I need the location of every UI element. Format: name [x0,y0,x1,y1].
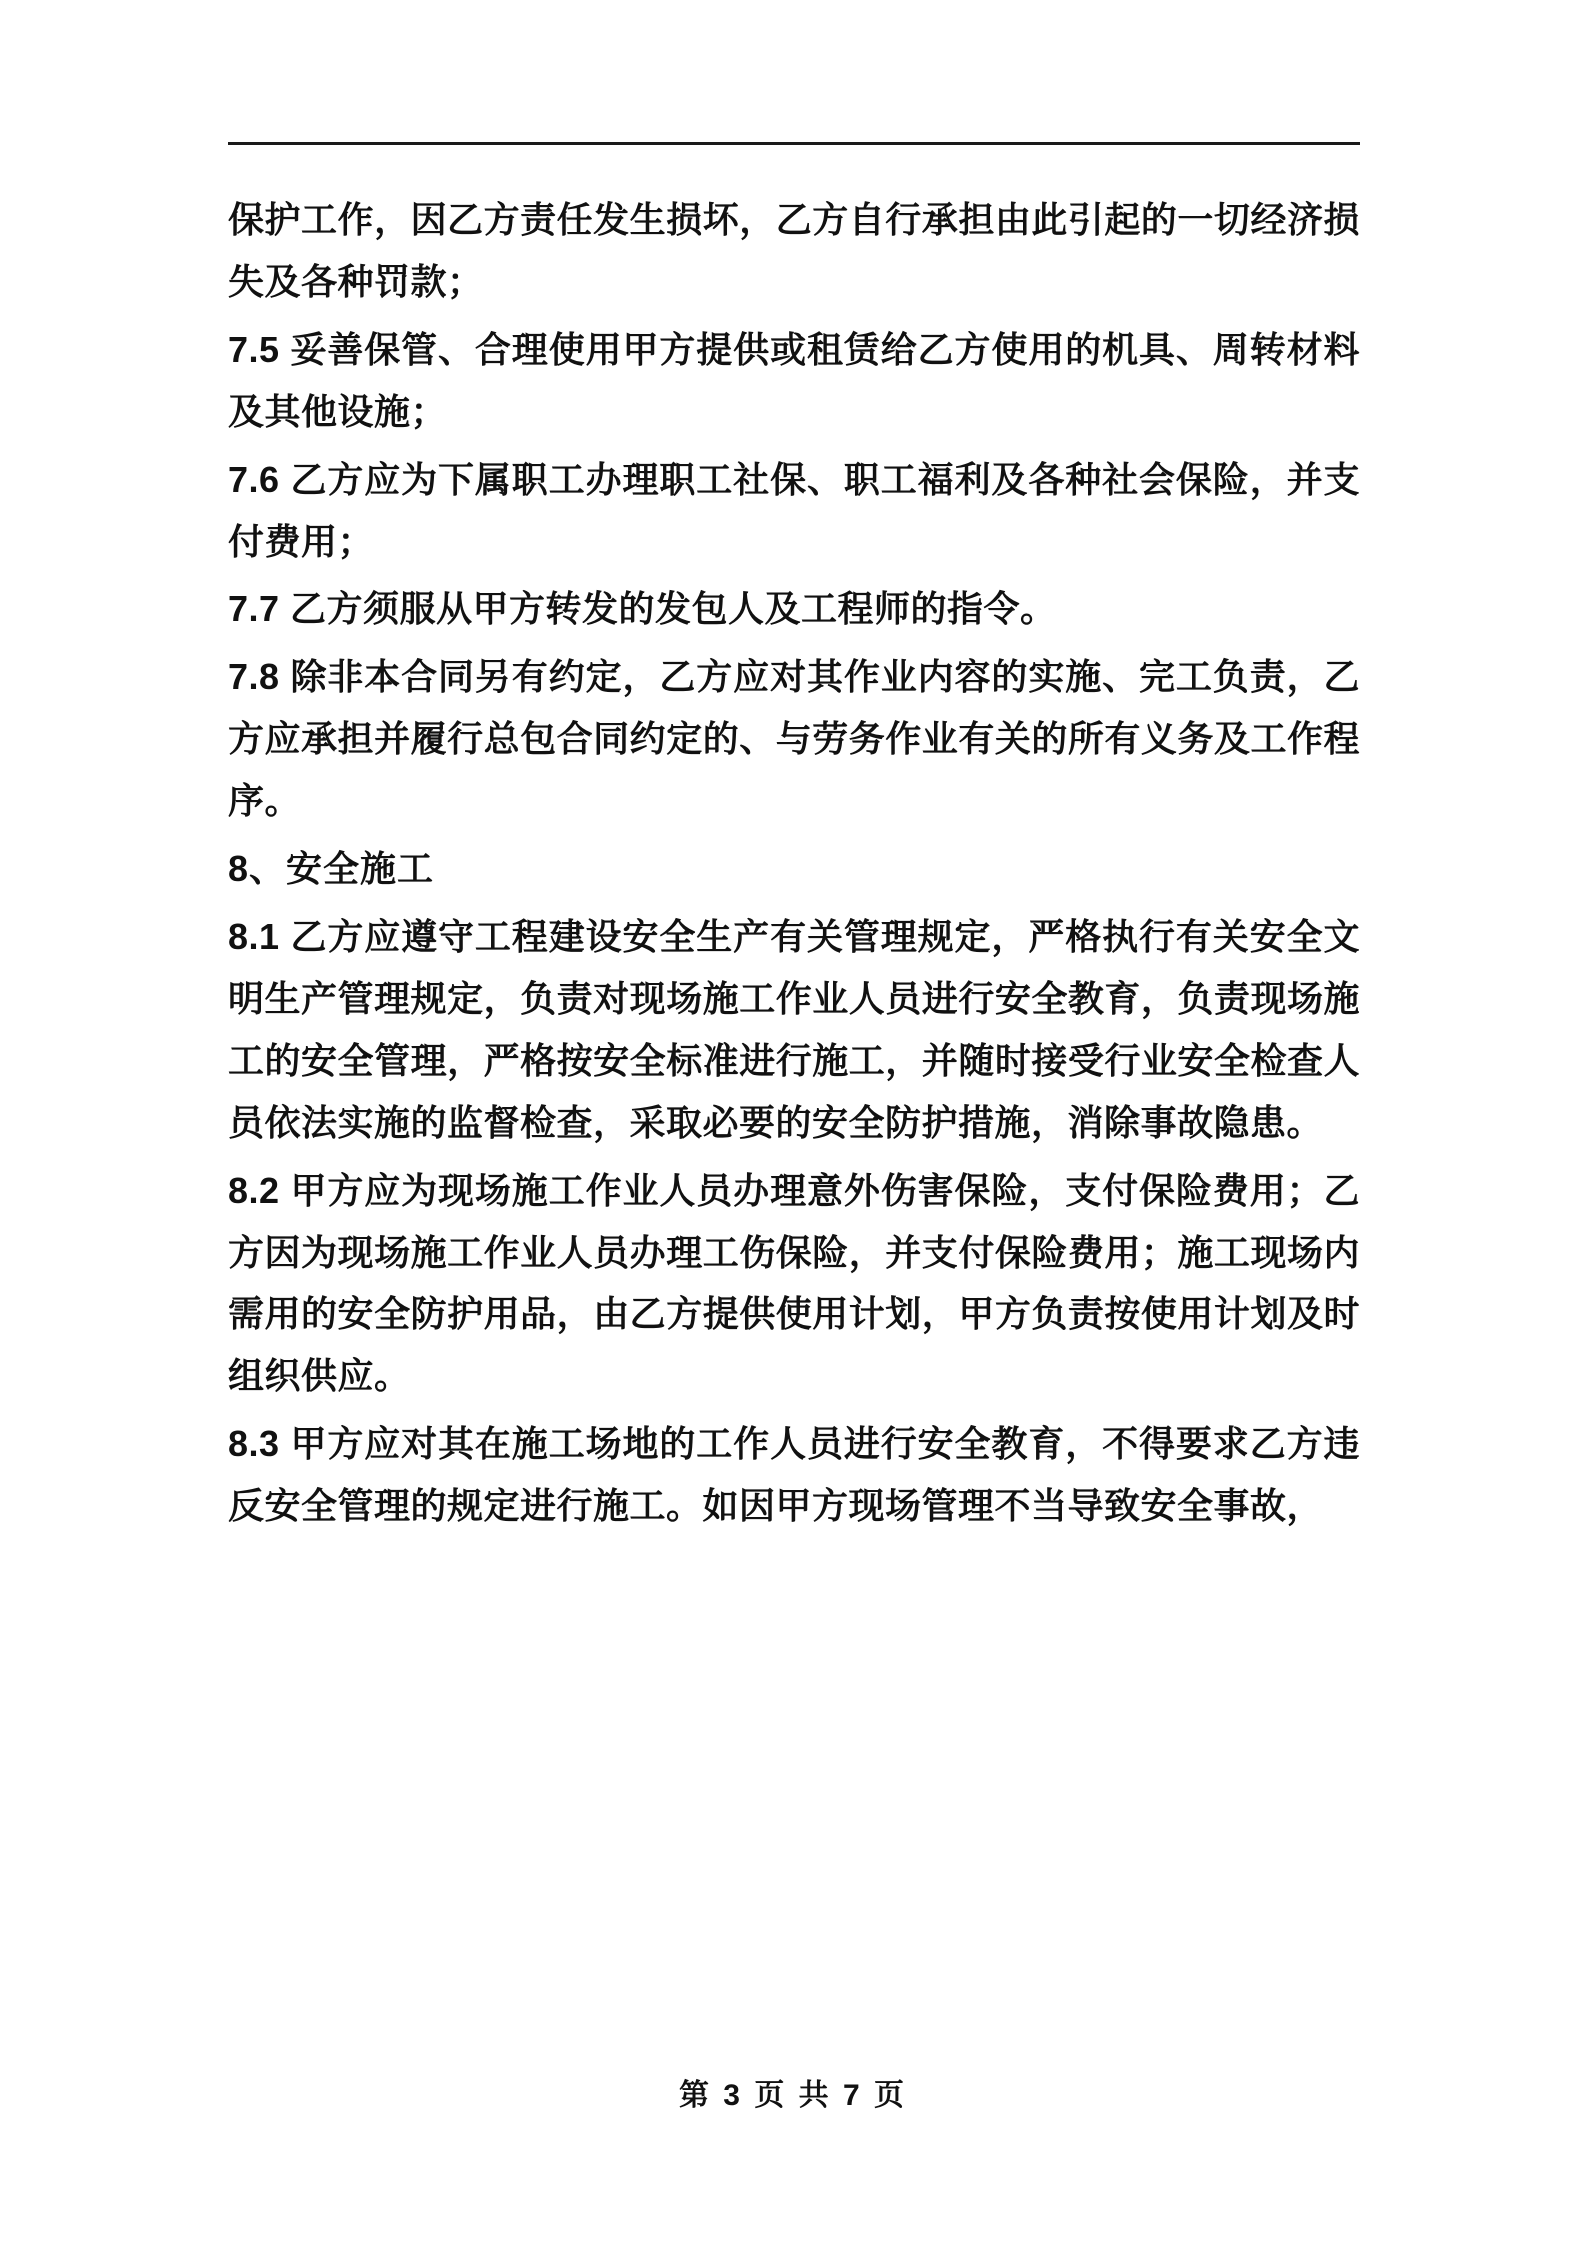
paragraph-continuation: 保护工作，因乙方责任发生损坏，乙方自行承担由此引起的一切经济损失及各种罚款； [228,199,1360,302]
clause-8-1: 8.1 乙方应遵守工程建设安全生产有关管理规定，严格执行有关安全文明生产管理规定，负责对现场施工作业人员进行安全教育，负责现场施工的安全管理，严格按安全标准进行施工，并随时接受行业安全检查人员依法实施的监督检查，采取必要的安全防护措施，消除事故隐患。 [228,915,1360,1143]
clause-8-3: 8.3 甲方应对其在施工场地的工作人员进行安全教育，不得要求乙方违反安全管理的规定进行施工。如因甲方现场管理不当导致安全事故， [228,1423,1360,1527]
clause-7-6: 7.6 乙方应为下属职工办理职工社保、职工福利及各种社会保险，并支付费用； [228,458,1360,562]
header-divider [228,142,1360,145]
clause-7-7: 7.7 乙方须服从甲方转发的发包人及工程师的指令。 [228,588,1057,630]
clause-7-5: 7.5 妥善保管、合理使用甲方提供或租赁给乙方使用的机具、周转材料及其他设施； [228,328,1360,432]
section-heading-8: 8、安全施工 [228,848,435,890]
clause-8-2: 8.2 甲方应为现场施工作业人员办理意外伤害保险，支付保险费用；乙方因为现场施工作业人员办理工伤保险，并支付保险费用；施工现场内需用的安全防护用品，由乙方提供使用计划，甲方负责按使用计划及时组织供应。 [228,1169,1360,1397]
page-footer: 第 3 页 共 7 页 [678,2079,908,2112]
page-content [228,142,1360,1543]
clause-7-8: 7.8 除非本合同另有约定，乙方应对其作业内容的实施、完工负责，乙方应承担并履行总包合同约定的、与劳务作业有关的所有义务及工作程序。 [228,656,1360,822]
